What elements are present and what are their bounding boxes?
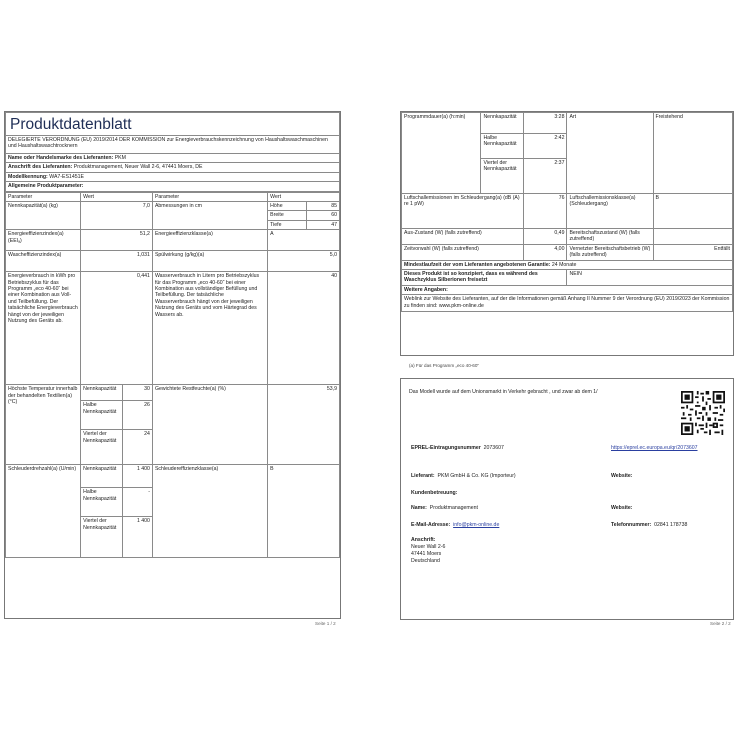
email-row xyxy=(411,522,499,528)
address-line-1: Neuer Wall 2-6 xyxy=(411,544,446,550)
rinsing-label: Spülwirkung (g/kg)(a) xyxy=(152,251,267,272)
contact-name-value: Produktmanagement xyxy=(429,505,478,511)
email-link[interactable]: info@pkm-online.de xyxy=(453,522,500,528)
col-header-parameter-2: Parameter xyxy=(152,192,267,201)
noise-emission-value: 76 xyxy=(524,194,567,229)
page-1-table-frame xyxy=(4,111,341,619)
type-label: Art xyxy=(567,113,653,194)
spin-quarter-value: 1 400 xyxy=(122,517,152,558)
eei-value: 51,2 xyxy=(81,230,153,251)
address-label: Anschrift: xyxy=(411,537,436,543)
temp-full-value: 30 xyxy=(122,385,152,401)
model-row xyxy=(6,172,340,181)
energy-class-value: A xyxy=(268,230,340,251)
page-2-params-table xyxy=(401,112,733,312)
eprel-value: 2073607 xyxy=(483,445,504,451)
address-line-2: 47441 Moers xyxy=(411,551,442,557)
energy-consumption-label: Energieverbrauch in kWh pro Betriebszyklus für das Programm „eco 40-60“ bei einer Kombination aus Voll- und Teilbefüllung. Der tatsächliche Energieverbrauch hängt von der jeweiligen Nutzung des Geräts ab. xyxy=(6,272,81,385)
guarantee-value: 24 Monate xyxy=(551,261,577,268)
eprel-link-wrapper xyxy=(611,445,721,451)
supplier-address-row xyxy=(6,163,340,172)
depth-value: 47 xyxy=(306,220,339,229)
col-header-value-2: Wert xyxy=(268,192,340,201)
temp-capacity-full-label: Nennkapazität xyxy=(81,385,123,401)
water-consumption-value: 40 xyxy=(268,272,340,385)
standby-label: Bereitschaftszustand (W) (falls zutreffend) xyxy=(567,229,653,245)
page-title: Produktdatenblatt xyxy=(6,113,340,136)
website-label: Website: xyxy=(611,473,633,479)
networked-standby-value: Entfällt xyxy=(653,244,732,260)
networked-standby-label: Vernetzter Bereitschaftsbetrieb (W) (falls zutreffend) xyxy=(567,244,653,260)
lieferant-row xyxy=(411,473,516,479)
water-consumption-label: Wasserverbrauch in Litern pro Betriebszyklus für das Programm „eco 40-60“ bei einer Kombination aus vollständiger Befüllung und Teilbefüllung. Der tatsächliche Wasserverbrauch hängt von der jeweiligen Nutzung des Geräts und vom Härtegrad des Wassers ab. xyxy=(152,272,267,385)
temp-quarter-value: 24 xyxy=(122,430,152,465)
phone-label: Telefonnummer: xyxy=(611,522,652,528)
spin-capacity-half-label: Halbe Nennkapazität xyxy=(81,488,123,517)
noise-class-value: B xyxy=(653,194,732,229)
lieferant-value: PKM GmbH & Co. KG (Importeur) xyxy=(437,473,516,479)
spin-class-value: B xyxy=(268,465,340,558)
eprel-link[interactable]: https://eprel.ec.europa.eu/qr/2073607 xyxy=(611,445,698,451)
phone-value: 02841 178738 xyxy=(654,522,688,528)
noise-emission-label: Luftschallemissionen im Schleudergang(a) (dB (A) re 1 pW) xyxy=(402,194,524,229)
program-footnote: (a) Für das Programm „eco 40-60“ xyxy=(409,363,479,368)
supplier-name-label: Name oder Handelsmarke des Lieferanten: xyxy=(8,155,114,161)
duration-half-value: 2:42 xyxy=(524,134,567,159)
model-value: WA7-ES1451E xyxy=(49,173,84,180)
page-1-header-table xyxy=(5,112,340,192)
program-duration-label: Programmdauer(a) (h:min) xyxy=(402,113,481,194)
duration-full-value: 3:28 xyxy=(524,113,567,134)
spin-capacity-full-label: Nennkapazität xyxy=(81,465,123,488)
eprel-row xyxy=(411,445,504,451)
width-value: 60 xyxy=(306,211,339,220)
duration-capacity-quarter-label: Viertel der Nennkapazität xyxy=(481,159,524,194)
silver-ions-value: NEIN xyxy=(567,270,733,286)
page-2-info-box xyxy=(400,378,734,620)
capacity-value: 7,0 xyxy=(81,202,153,230)
washing-efficiency-value: 1,031 xyxy=(81,251,153,272)
general-params-table xyxy=(5,192,340,559)
further-info-heading: Weitere Angaben: xyxy=(402,285,733,294)
page-number-2: Seite 2 / 2 xyxy=(710,621,731,626)
address-line-3: Deutschland xyxy=(411,558,440,564)
off-mode-label: Aus-Zustand (W) (falls zutreffend) xyxy=(402,229,524,245)
guarantee-label: Mindestlaufzeit der vom Lieferanten angebotenen Garantie: xyxy=(404,261,551,268)
address-block xyxy=(411,537,445,565)
market-placement-text: Das Modell wurde auf dem Unionsmarkt in Verkehr gebracht , und zwar ab dem 1/ xyxy=(409,389,598,395)
residual-moisture-value: 53,9 xyxy=(268,385,340,465)
spin-class-label: Schleudereffizienzklasse(a) xyxy=(152,465,267,558)
col-header-value: Wert xyxy=(81,192,153,201)
duration-capacity-half-label: Halbe Nennkapazität xyxy=(481,134,524,159)
noise-class-label: Luftschallemissionsklasse(a) (Schleudergang) xyxy=(567,194,653,229)
silver-ions-label: Dieses Produkt ist so konzipiert, dass es während des Waschzyklus Silberionen freisetzt xyxy=(402,270,567,286)
spin-full-value: 1 400 xyxy=(122,465,152,488)
phone-row xyxy=(611,522,687,528)
datasheet-page-1 xyxy=(0,105,352,630)
guarantee-row xyxy=(402,260,733,269)
col-header-parameter: Parameter xyxy=(6,192,81,201)
off-mode-value: 0,49 xyxy=(524,229,567,245)
residual-moisture-label: Gewichtete Restfeuchte(a) (%) xyxy=(152,385,267,465)
contact-name-row xyxy=(411,505,478,511)
qr-code-icon[interactable] xyxy=(681,391,725,435)
eprel-label: EPREL-Eintragungsnummer xyxy=(411,445,481,451)
depth-label: Tiefe xyxy=(268,220,306,229)
max-temperature-label: Höchste Temperatur innerhalb der behandelten Textilien(a) (°C) xyxy=(6,385,81,465)
website-2-label: Website: xyxy=(611,505,633,511)
height-value: 85 xyxy=(306,202,339,211)
page-2-table-frame xyxy=(400,111,734,356)
eei-label: Energieeffizienzindex(a) (EEIₐ) xyxy=(6,230,81,251)
delay-start-value: 4,00 xyxy=(524,244,567,260)
temp-capacity-quarter-label: Viertel der Nennkapazität xyxy=(81,430,123,465)
width-label: Breite xyxy=(268,211,306,220)
email-label: E-Mail-Adresse: xyxy=(411,522,451,528)
regulation-text: DELEGIERTE VERORDNUNG (EU) 2019/2014 DER KOMMISSION zur Energieverbrauchskennzeichnung von Haushaltswaschmaschinen und Haushaltswaschtrocknern xyxy=(6,136,340,154)
lieferant-label: Lieferant: xyxy=(411,473,435,479)
energy-consumption-value: 0,441 xyxy=(81,272,153,385)
page-number-1: Seite 1 / 2 xyxy=(315,621,336,626)
supplier-name-row xyxy=(6,154,340,163)
rinsing-value: 5,0 xyxy=(268,251,340,272)
weblink-text: Weblink zur Website des Lieferanten, auf der die Informationen gemäß Anhang II Nummer 9 der Verordnung (EU) 2019/2023 der Kommission zu finden sind: www.pkm-online.de xyxy=(402,295,733,312)
supplier-name-value: PKM xyxy=(114,155,126,161)
washing-efficiency-label: Wascheffizienzindex(a) xyxy=(6,251,81,272)
spin-speed-label: Schleuderdrehzahl(a) (U/min) xyxy=(6,465,81,558)
height-label: Höhe xyxy=(268,202,306,211)
temp-half-value: 26 xyxy=(122,401,152,430)
dimensions-label: Abmessungen in cm xyxy=(152,202,267,230)
capacity-label: Nennkapazität(a) (kg) xyxy=(6,202,81,230)
supplier-address-label: Anschrift des Lieferanten: xyxy=(8,164,73,171)
contact-name-label: Name: xyxy=(411,505,427,511)
supplier-address-value: Produktmanagement, Neuer Wall 2-6, 47441 Moers, DE xyxy=(73,164,203,171)
general-params-heading: Allgemeine Produktparameter: xyxy=(6,182,340,191)
standby-value xyxy=(653,229,732,245)
type-value: Freistehend xyxy=(653,113,732,194)
datasheet-page-2 xyxy=(398,105,736,630)
spin-half-value: - xyxy=(122,488,152,517)
model-label: Modellkennung: xyxy=(8,173,48,180)
duration-quarter-value: 2:37 xyxy=(524,159,567,194)
energy-class-label: Energieeffizienzklasse(a) xyxy=(152,230,267,251)
delay-start-label: Zeitvorwahl (W) (falls zutreffend) xyxy=(402,244,524,260)
customer-service-label: Kundenbetreuung: xyxy=(411,490,458,496)
duration-capacity-full-label: Nennkapazität xyxy=(481,113,524,134)
spin-capacity-quarter-label: Viertel der Nennkapazität xyxy=(81,517,123,558)
temp-capacity-half-label: Halbe Nennkapazität xyxy=(81,401,123,430)
